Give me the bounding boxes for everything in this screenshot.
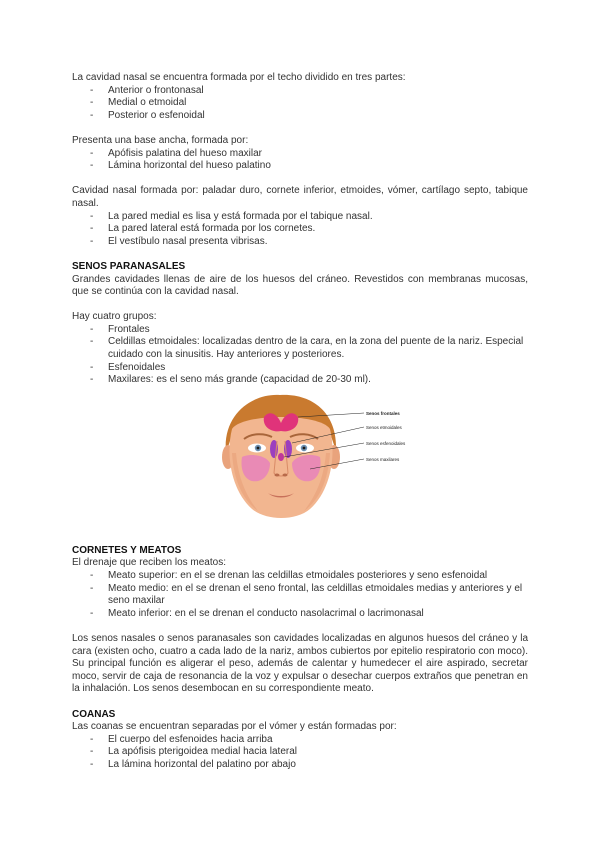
list-item: - El vestíbulo nasal presenta vibrisas. bbox=[72, 236, 528, 249]
list-item: - Esfenoidales bbox=[72, 362, 528, 375]
list-item: - Meato inferior: en el se drenan el conducto nasolacrimal o lacrimonasal bbox=[72, 608, 528, 621]
label-maxilar: Senos maxilares bbox=[366, 456, 400, 462]
cavity-parts-list bbox=[72, 211, 528, 249]
coanas-heading: COANAS bbox=[72, 708, 116, 720]
list-item: - La pared lateral está formada por los cornetes. bbox=[72, 223, 528, 236]
groups-text: Hay cuatro grupos: bbox=[72, 311, 157, 323]
label-etmoidal: Senos etmoidales bbox=[366, 424, 402, 430]
senos-heading: SENOS PARANASALES bbox=[72, 260, 186, 272]
meatos-list bbox=[72, 570, 528, 620]
roof-parts-list bbox=[72, 85, 528, 123]
coanas-list bbox=[72, 734, 528, 772]
cornetes-heading: CORNETES Y MEATOS bbox=[72, 544, 182, 556]
sinus-figure bbox=[214, 393, 426, 525]
list-item: - Posterior o esfenoidal bbox=[72, 110, 528, 123]
base-text: Presenta una base ancha, formada por: bbox=[72, 134, 249, 146]
groups-list bbox=[72, 324, 528, 387]
document-page bbox=[72, 72, 528, 772]
list-item: - Anterior o frontonasal bbox=[72, 85, 528, 98]
cavity-text: Cavidad nasal formada por: paladar duro, cornete inferior, etmoides, vómer, cartílago septo, tabique nasal. bbox=[72, 185, 528, 209]
label-esfenoidal: Senos esfenoidales bbox=[366, 440, 406, 446]
list-item: - La apófisis pterigoidea medial hacia lateral bbox=[72, 746, 528, 759]
list-item: - Apófisis palatina del hueso maxilar bbox=[72, 148, 528, 161]
label-frontal: Senos frontales bbox=[366, 410, 400, 416]
coanas-text: Las coanas se encuentran separadas por el vómer y están formadas por: bbox=[72, 721, 397, 733]
list-item: - Lámina horizontal del hueso palatino bbox=[72, 160, 528, 173]
list-item: - Medial o etmoidal bbox=[72, 97, 528, 110]
senos-description: Grandes cavidades llenas de aire de los huesos del cráneo. Revestidos con membranas mucosas, que se continúa con la cavidad nasal. bbox=[72, 273, 528, 298]
base-parts-list bbox=[72, 148, 528, 173]
list-item: - Meato medio: en el se drenan el seno frontal, las celdillas etmoidales medias y anteriores y el seno maxilar bbox=[72, 583, 528, 608]
list-item: - La pared medial es lisa y está formada por el tabique nasal. bbox=[72, 211, 528, 224]
list-item: - La lámina horizontal del palatino por abajo bbox=[72, 759, 528, 772]
list-item: - El cuerpo del esfenoides hacia arriba bbox=[72, 734, 528, 747]
sphenoid-sinus bbox=[278, 453, 284, 461]
list-item: - Frontales bbox=[72, 324, 528, 337]
list-item: - Celdillas etmoidales: localizadas dentro de la cara, en la zona del puente de la nariz. Especial cuidado con la sinusitis. Hay anteriores y posteriores. bbox=[72, 336, 528, 361]
roof-text: La cavidad nasal se encuentra formada por el techo dividido en tres partes: bbox=[72, 72, 406, 83]
list-item: - Meato superior: en el se drenan las celdillas etmoidales posteriores y seno esfenoidal bbox=[72, 570, 528, 583]
list-item: - Maxilares: es el seno más grande (capacidad de 20-30 ml). bbox=[72, 374, 528, 387]
senos-paragraph: Los senos nasales o senos paranasales son cavidades localizadas en algunos huesos del cráneo y la cara (existen ocho, cuatro a cada lado de la nariz, ambos cubiertos por epitelio respiratorio con moco). Su principal función es aligerar el peso, además de calentar y humedecer el aire aspirado, secretar moco, servir de caja de resonancia de la voz y expulsar o desechar cuerpos extraños que penetran en la inhalación. Los senos desembocan en su correspondiente meato. bbox=[72, 633, 528, 695]
drain-text: El drenaje que reciben los meatos: bbox=[72, 557, 226, 569]
